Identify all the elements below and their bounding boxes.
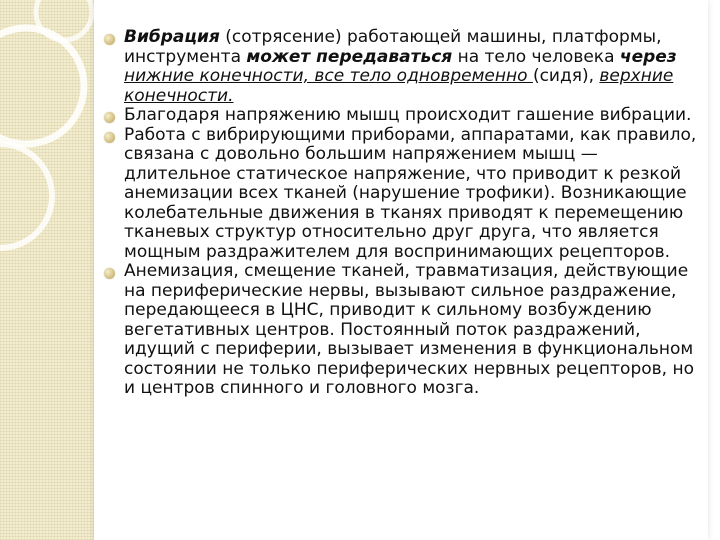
text-fragment: Благодаря напряжению мышц происходит гашение вибрации. bbox=[124, 105, 692, 125]
bullet-item bbox=[124, 126, 704, 263]
text-fragment: (сидя), bbox=[532, 66, 600, 86]
bullet-marker-icon bbox=[104, 112, 115, 123]
text-fragment: верхние конечности. bbox=[124, 66, 674, 106]
decorative-rings bbox=[0, 0, 94, 540]
text-fragment: нижние конечности, все тело одновременно bbox=[124, 66, 533, 86]
text-fragment: через bbox=[619, 46, 677, 67]
bullet-item bbox=[124, 106, 704, 126]
bullet-list bbox=[124, 28, 704, 399]
bullet-marker-icon bbox=[104, 268, 115, 279]
bullet-item bbox=[124, 28, 704, 106]
text-fragment: Вибрация bbox=[124, 27, 220, 47]
text-fragment: Работа с вибрирующими приборами, аппаратами, как правило, связана с довольно большим напряжением мышц — длительное статическое напряжение, что приводит к резкой анемизации всех тканей (нарушение трофики). Возникающие колебательные движения в тканях приводят к перемещению тканевых структур относительно друг друга, что является мощным раздражителем для воспринимающих рецепторов. bbox=[124, 124, 697, 262]
ring-decoration bbox=[0, 144, 52, 248]
text-fragment: (сотрясение) работающей машины, платформы, инструмента bbox=[124, 27, 662, 67]
ring-decoration bbox=[36, 0, 92, 40]
decorative-side-panel bbox=[0, 0, 94, 540]
text-fragment: Анемизация, смещение тканей, травматизация, действующие на периферические нервы, вызывают сильное раздражение, передающееся в ЦНС, приводит к сильному возбуждению вегетативных центров. Постоянный поток раздражений, идущий с периферии, вызывает изменения в функциональном состоянии не только периферических нервных рецепторов, но и центров спинного и головного мозга. bbox=[124, 261, 694, 398]
bullet-marker-icon bbox=[104, 34, 115, 45]
text-fragment: на тело человека bbox=[452, 46, 620, 67]
ring-decoration bbox=[0, 28, 84, 144]
bullet-item bbox=[124, 262, 704, 399]
slide-content bbox=[94, 0, 708, 540]
bullet-marker-icon bbox=[104, 132, 115, 143]
text-fragment: может передаваться bbox=[246, 46, 453, 67]
